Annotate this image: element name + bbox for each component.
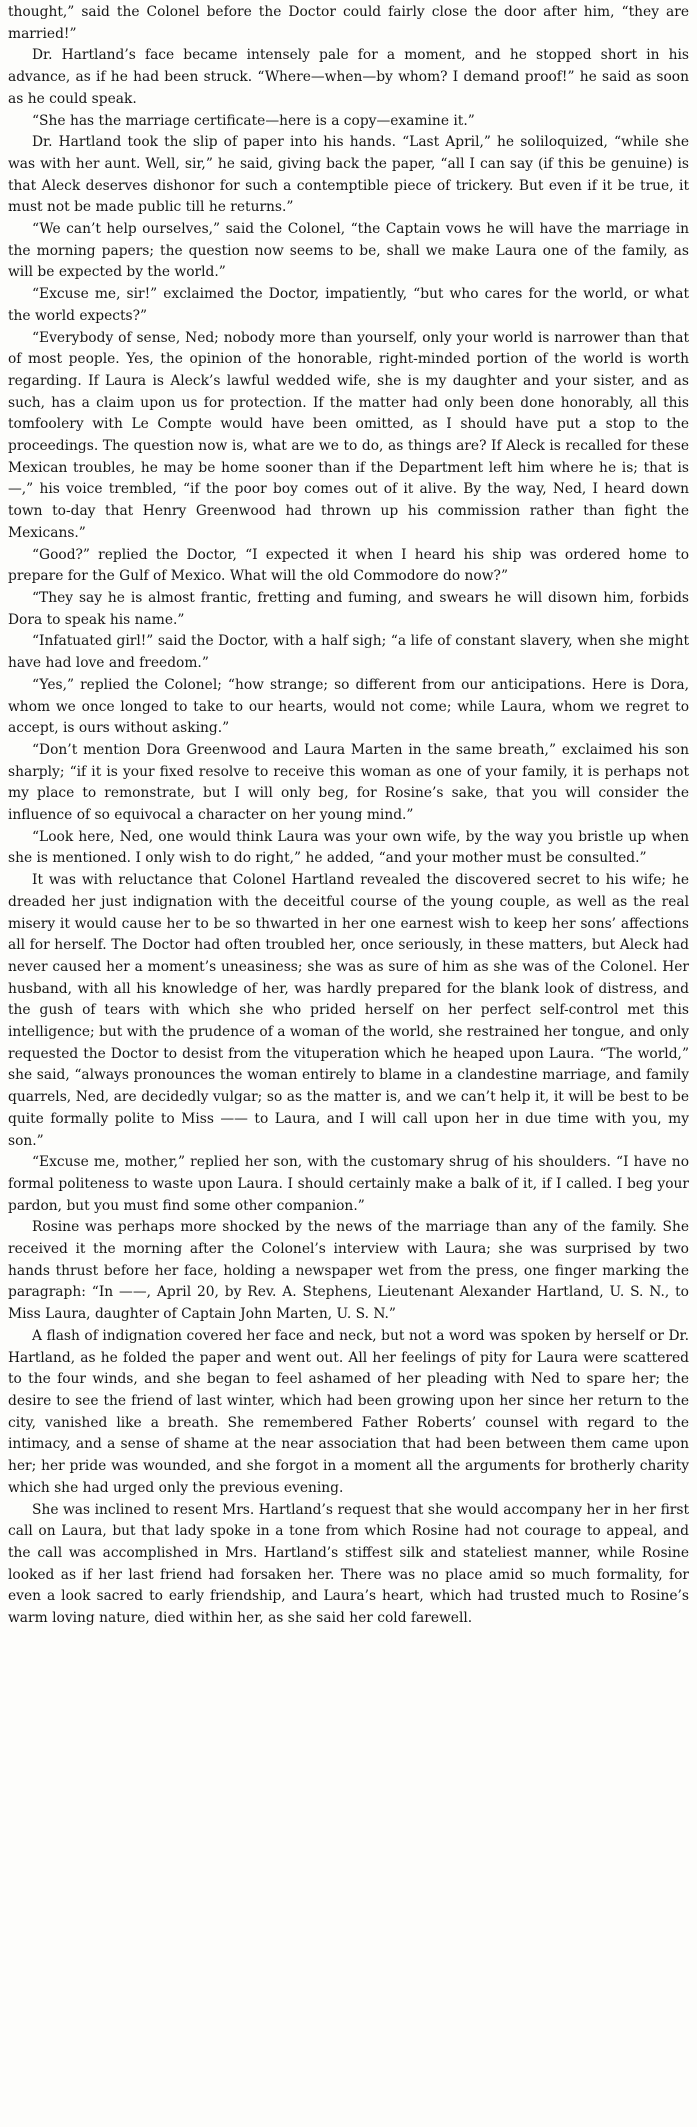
paragraph-8: “Good?” replied the Doctor, “I expected it when I heard his ship was ordered home to prepare for the Gulf of Mexico. What will the old Commodore do now?” [8,546,689,585]
paragraph-7: “Everybody of sense, Ned; nobody more than yourself, only your world is narrower than that of most people. Yes, the opinion of the honorable, right-minded portion of the world is worth regarding. If Laura is Aleck’s lawful wedded wife, she is my daughter and your sister, and as such, has a claim upon us for protection. If the matter had only been done honorably, all this tomfoolery with Le Compte would have been omitted, as I should have put a stop to the proceedings. The question now is, what are we to do, as things are? If Aleck is recalled for these Mexican troubles, he may be home sooner than if the Department left him where he is; that is—,” his voice trembled, “if the poor boy comes out of it alive. By the way, Ned, I heard down town to-day that Henry Greenwood had thrown up his commission rather than fight the Mexicans.” [8,329,689,541]
paragraph-3: “She has the marriage certificate—here is a copy—examine it.” [32,112,475,129]
paragraph-1: thought,” said the Colonel before the Doctor could fairly close the door after him, “they are married!” [8,4,689,42]
paragraph-17: A flash of indignation covered her face and neck, but not a word was spoken by herself or Dr. Hartland, as he folded the paper and went out. All her feelings of pity for Laura were scattered to the four winds, and she began to feel ashamed of her pleading with Ned to spare her; the desire to see the friend of last winter, which had been growing upon her since her return to the city, vanished like a breath. She remembered Father Roberts’ counsel with regard to the intimacy, and a sense of shame at the near association that had been between them came upon her; her pride was wounded, and she forgot in a moment all the arguments for brotherly charity which she had urged only the previous evening. [8,1327,689,1496]
paragraph-11: “Yes,” replied the Colonel; “how strange; so different from our anticipations. Here is Dora, whom we once longed to take to our hearts, would not come; while Laura, whom we regret to accept, is ours without asking.” [8,676,689,737]
paragraph-13: “Look here, Ned, one would think Laura was your own wife, by the way you bristle up when she is mentioned. I only wish to do right,” he added, “and your mother must be consulted.” [8,828,689,867]
paragraph-4: Dr. Hartland took the slip of paper into his hands. “Last April,” he soliloquized, “while she was with her aunt. Well, sir,” he said, giving back the paper, “all I can say (if this be genuine) is that Aleck deserves dishonor for such a contemptible piece of trickery. But even if it be true, it must not be made public till he returns.” [8,134,689,216]
paragraph-18: She was inclined to resent Mrs. Hartland’s request that she would accompany her in her first call on Laura, but that lady spoke in a tone from which Rosine had not courage to appeal, and the call was accomplished in Mrs. Hartland’s stiffest silk and stateliest manner, while Rosine looked as if her last friend had forsaken her. There was no place amid so much formality, for even a look sacred to early friendship, and Laura’s heart, which had trusted much to Rosine’s warm loving nature, died within her, as she said her cold farewell. [8,1501,689,1627]
paragraph-6: “Excuse me, sir!” exclaimed the Doctor, impatiently, “but who cares for the world, or what the world expects?” [8,286,689,324]
paragraph-12: “Don’t mention Dora Greenwood and Laura Marten in the same breath,” exclaimed his son sharply; “if it is your fixed resolve to receive this woman as one of your family, it is perhaps not my place to remonstrate, but I will only beg, for Rosine’s sake, that you will consider the influence of so equivocal a character on her young mind.” [8,741,689,824]
paragraph-14: It was with reluctance that Colonel Hartland revealed the discovered secret to his wife; he dreaded her just indignation with the deceitful course of the young couple, as well as the real misery it would cause her to be so thwarted in her one earnest wish to keep her sons’ affections all for herself. The Doctor had often troubled her, once seriously, in these matters, but Aleck had never caused her a moment’s uneasiness; she was as sure of him as she was of the Colonel. Her husband, with all his knowledge of her, was hardly prepared for the blank look of distress, and the gush of tears with which she who prided herself on her perfect self-control met this intelligence; but with the prudence of a woman of the world, she restrained her tongue, and only requested the Doctor to desist from the vituperation which he heaped upon Laura. “The world,” she said, “always pronounces the woman entirely to blame in a clandestine marriage, and family quarrels, Ned, are decidedly vulgar; so as the matter is, and we can’t help it, it will be best to be quite formally polite to Miss —— to Laura, and I will call upon her in due time with you, my son.” [8,872,689,1149]
paragraph-5: “We can’t help ourselves,” said the Colonel, “the Captain vows he will have the marriage in the morning papers; the question now seems to be, shall we make Laura one of the family, as will be expected by the world.” [8,221,689,281]
paragraph-10: “Infatuated girl!” said the Doctor, with a half sigh; “a life of constant slavery, when she might have had love and freedom.” [8,633,689,672]
paragraph-2: Dr. Hartland’s face became intensely pale for a moment, and he stopped short in his advance, as if he had been struck. “Where—when—by whom? I demand proof!” he said as soon as he could speak. [8,47,689,107]
paragraph-15: “Excuse me, mother,” replied her son, with the customary shrug of his shoulders. “I have no formal politeness to waste upon Laura. I should certainly make a balk of it, if I called. I beg your pardon, but you must find some other companion.” [8,1154,689,1214]
paragraph-16: Rosine was perhaps more shocked by the news of the marriage than any of the family. She received it the morning after the Colonel’s interview with Laura; she was surprised by two hands thrust before her face, holding a newspaper wet from the press, one finger marking the paragraph: “In ——, April 20, by Rev. A. Stephens, Lieutenant Alexander Hartland, U. S. N., to Miss Laura, daughter of Captain John Marten, U. S. N.” [8,1219,689,1323]
paragraph-9: “They say he is almost frantic, fretting and fuming, and swears he will disown him, forbids Dora to speak his name.” [8,589,689,628]
